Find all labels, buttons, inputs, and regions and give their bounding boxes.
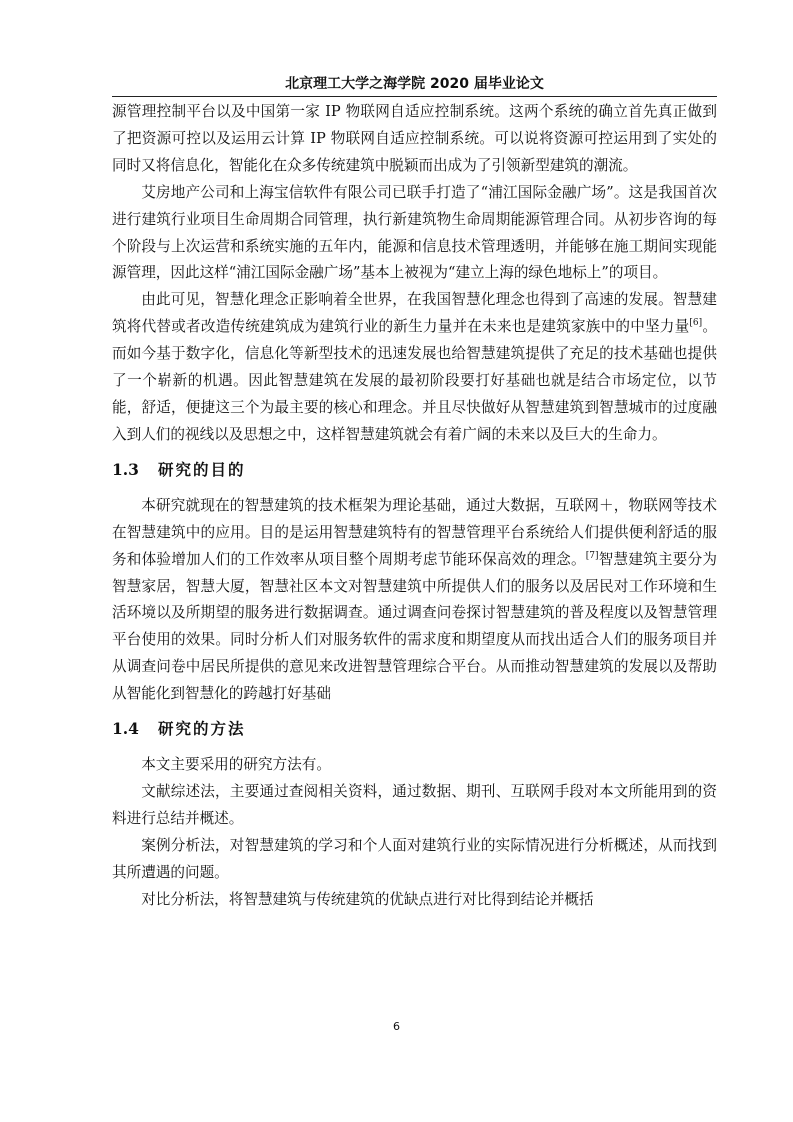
paragraph: 文献综述法，主要通过查阅相关资料，通过数据、期刊、互联网手段对本文所能用到的资料进行总结并概述。 (112, 782, 717, 827)
paragraph: 案例分析法，对智慧建筑的学习和个人面对建筑行业的实际情况进行分析概述，从而找到其所遭遇的问题。 (112, 836, 717, 881)
paragraph (112, 493, 717, 708)
page-number: 6 (393, 1020, 400, 1033)
citation-ref: [7] (585, 550, 599, 561)
citation-ref: [6] (689, 318, 703, 329)
section-heading (112, 458, 717, 482)
paragraph-text: 本研究就现在的智慧建筑的技术框架为理论基础，通过大数据，互联网＋，物联网等技术在智慧建筑中的应用。目的是运用智慧建筑特有的智慧管理平台系统给人们提供便利舒适的服务和体验增加人们的工作效率从项目整个周期考虑节能环保高效的理念。 (112, 496, 717, 568)
paragraph-text: 智慧建筑主要分为智慧家居，智慧大厦，智慧社区本文对智慧建筑中所提供人们的服务以及居民对工作环境和生活环境以及所期望的服务进行数据调查。通过调查问卷探讨智慧建筑的普及程度以及智慧管理平台使用的效果。同时分析人们对服务软件的需求度和期望度从而找出适合人们的服务项目并从调查问卷中居民所提供的意见来改进智慧管理综合平台。从而推动智慧建筑的发展以及帮助从智能化到智慧化的跨越打好基础 (112, 550, 717, 703)
paragraph: 对比分析法，将智慧建筑与传统建筑的优缺点进行对比得到结论并概括 (141, 890, 594, 908)
paragraph (112, 287, 717, 448)
section-number: 1.4 (112, 719, 139, 739)
section-title: 研究的目的 (158, 459, 246, 479)
section-number: 1.3 (112, 459, 139, 479)
header-rule (112, 96, 717, 97)
paragraph-text: 。而如今基于数字化，信息化等新型技术的迅速发展也给智慧建筑提供了充足的技术基础也提供了一个崭新的机遇。因此智慧建筑在发展的最初阶段要打好基础也就是结合市场定位，以节能，舒适，便捷这三个为最主要的核心和理念。并且尽快做好从智慧建筑到智慧城市的过度融入到人们的视线以及思想之中，这样智慧建筑就会有着广阔的未来以及巨大的生命力。 (112, 318, 717, 443)
paragraph: 艾房地产公司和上海宝信软件有限公司已联手打造了“浦江国际金融广场”。这是我国首次进行建筑行业项目生命周期合同管理，执行新建筑物生命周期能源管理合同。从初步咨询的每个阶段与上次运营和系统实施的五年内，能源和信息技术管理透明，并能够在施工期间实现能源管理，因此这样“浦江国际金融广场”基本上被视为“建立上海的绿色地标上”的项目。 (112, 183, 717, 282)
page-body (112, 99, 717, 913)
section-title: 研究的方法 (158, 719, 246, 739)
page-header-title: 北京理工大学之海学院 2020 届毕业论文 (285, 76, 544, 92)
paragraph-text: 由此可见，智慧化理念正影响着全世界，在我国智慧化理念也得到了高速的发展。智慧建筑将代替或者改造传统建筑成为建筑行业的新生力量并在未来也是建筑家族中的中坚力量 (112, 291, 717, 336)
paragraph: 本文主要采用的研究方法有。 (141, 756, 331, 774)
section-heading (112, 717, 717, 741)
paragraph: 源管理控制平台以及中国第一家 IP 物联网自适应控制系统。这两个系统的确立首先真正做到了把资源可控以及运用云计算 IP 物联网自适应控制系统。可以说将资源可控运用到了实处的同时又将信息化，智能化在众多传统建筑中脱颖而出成为了引领新型建筑的潮流。 (112, 103, 717, 174)
